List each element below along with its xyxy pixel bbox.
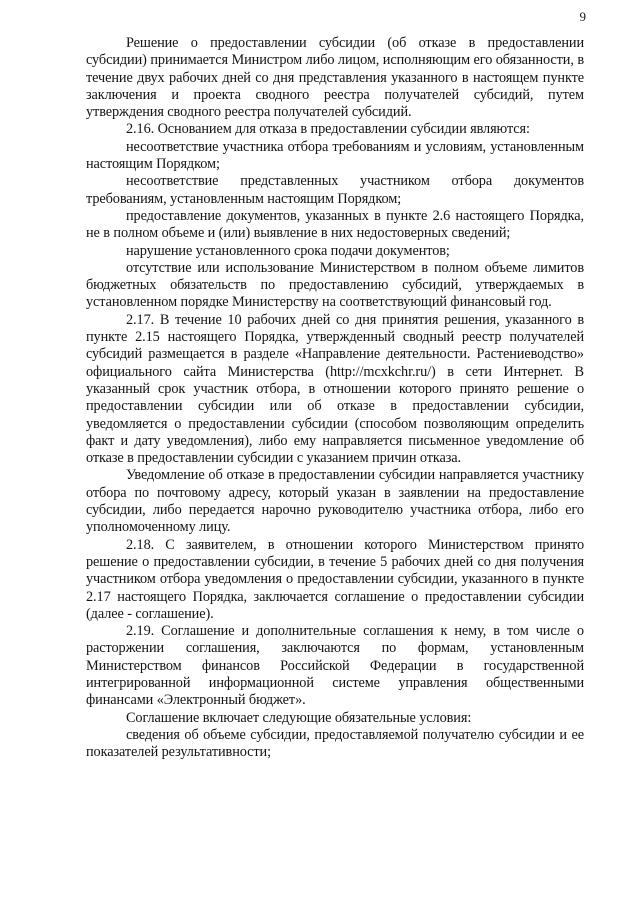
paragraph-subsidy-info: сведения об объеме субсидии, предоставляемой получателю субсидии и ее показателей результативности; [86, 726, 584, 761]
paragraph-refusal-reason-1: несоответствие участника отбора требованиям и условиям, установленным настоящим Порядком; [86, 138, 584, 173]
paragraph-refusal-reason-3: предоставление документов, указанных в пункте 2.6 настоящего Порядка, не в полном объеме и (или) выявление в них недостоверных сведений; [86, 207, 584, 242]
document-body [86, 35, 584, 761]
paragraph-refusal-reason-4: нарушение установленного срока подачи документов; [126, 242, 450, 259]
paragraph-2-19: 2.19. Соглашение и дополнительные соглашения к нему, в том числе о расторжении соглашения, заключаются по формам, установленным Министерством финансов Российской Федерации в государственной интегрированной информационной системе управления общественными финансами «Электронный бюджет». [86, 623, 584, 709]
paragraph-agreement-conditions: Соглашение включает следующие обязательные условия: [126, 709, 472, 726]
paragraph-refusal-notice: Уведомление об отказе в предоставлении субсидии направляется участнику отбора по почтовому адресу, который указан в заявлении на предоставление субсидии, либо передается нарочно руководителю участника отбора, либо его уполномоченному лицу. [86, 467, 584, 536]
paragraph-decision: Решение о предоставлении субсидии (об отказе в предоставлении субсидии) принимается Министром либо лицом, исполняющим его обязанности, в течение двух рабочих дней со дня представления указанного в настоящем пункте заключения и проекта сводного реестра получателей субсидий, путем утверждения сводного реестра получателей субсидий. [86, 35, 584, 121]
page-number: 9 [579, 9, 586, 24]
paragraph-2-17: 2.17. В течение 10 рабочих дней со дня принятия решения, указанного в пункте 2.15 настоящего Порядка, утвержденный сводный реестр получателей субсидий размещается в разделе «Направление деятельности. Растениеводство» официального сайта Министерства (http://mcxkchr.ru/) в сети Интернет. В указанный срок участник отбора, в отношении которого принято решение о предоставлении субсидии или об отказе в предоставлении субсидии, уведомляется о предоставлении субсидии (способом позволяющим определить факт и дату уведомления), либо ему направляется письменное уведомление об отказе в предоставлении субсидии с указанием причин отказа. [86, 311, 584, 467]
paragraph-refusal-reason-2: несоответствие представленных участником отбора документов требованиям, установленным настоящим Порядком; [86, 173, 584, 207]
paragraph-2-16-heading: 2.16. Основанием для отказа в предоставлении субсидии являются: [126, 121, 530, 138]
paragraph-refusal-reason-5: отсутствие или использование Министерством в полном объеме лимитов бюджетных обязательств по предоставлению субсидий, утверждаемых в установленном порядке Министерству на соответствующий финансовый год. [86, 259, 584, 311]
paragraph-2-18: 2.18. С заявителем, в отношении которого Министерством принято решение о предоставлении субсидии, в течение 5 рабочих дней со дня получения участником отбора уведомления о предоставлении субсидии, указанного в пункте 2.17 настоящего Порядка, заключается соглашение о предоставлении субсидии (далее - соглашение). [86, 536, 584, 622]
